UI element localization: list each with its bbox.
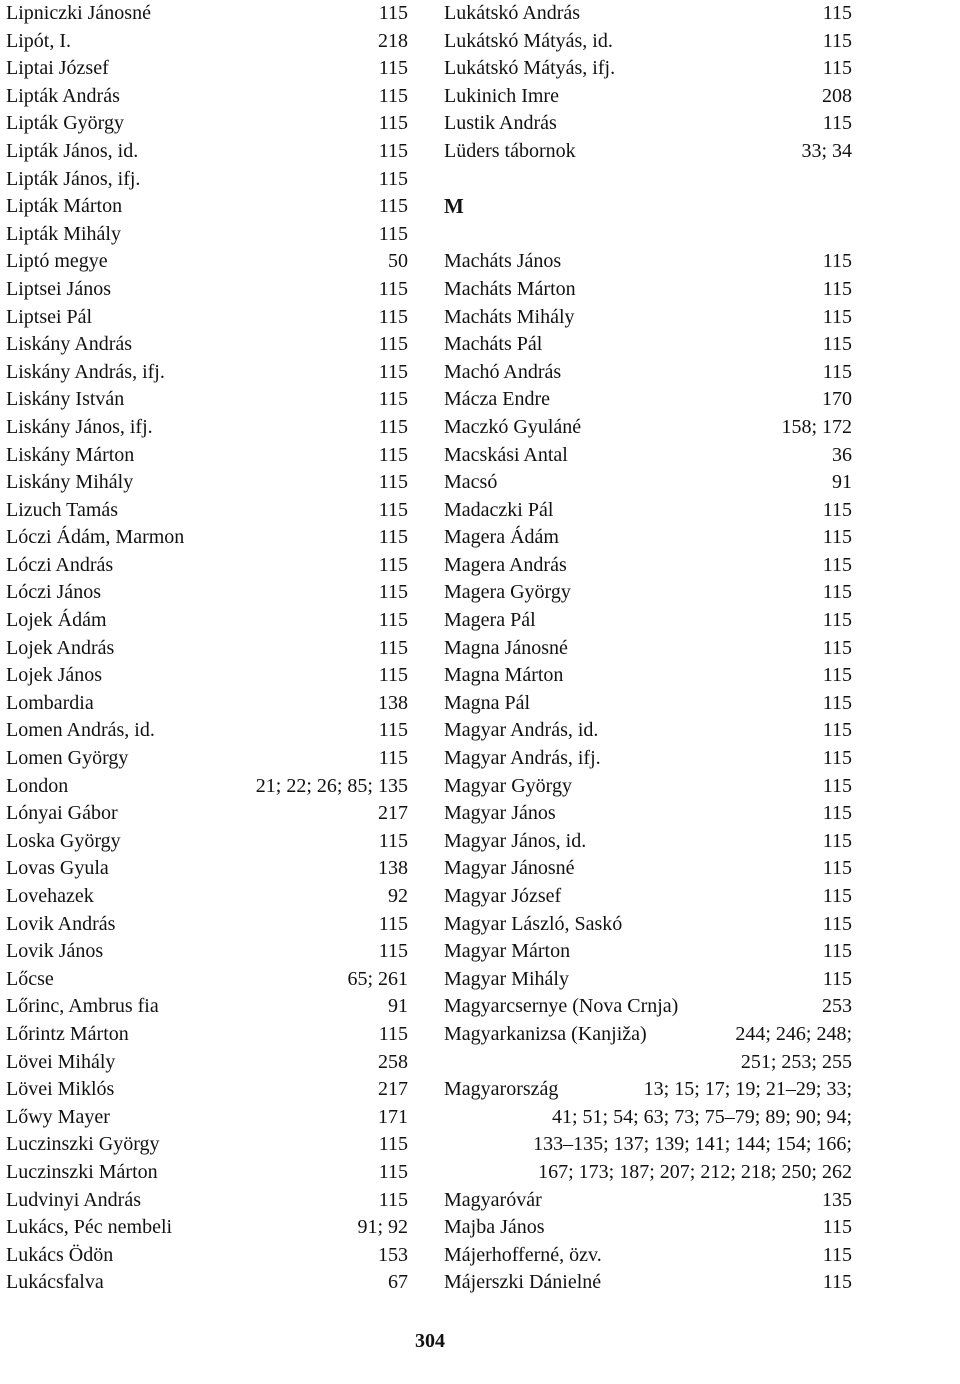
entry-pages: 115 <box>822 250 852 273</box>
index-entry <box>6 55 408 83</box>
index-entry <box>6 993 408 1021</box>
entry-name: Magyar László, Saskó <box>444 912 623 935</box>
entry-pages: 258 <box>378 1050 408 1073</box>
entry-name: Lipták György <box>6 112 124 135</box>
entry-name: Lipniczki Jánosné <box>6 2 151 24</box>
index-entry <box>6 1076 408 1104</box>
entry-name: Lőrinc, Ambrus fia <box>6 995 159 1018</box>
index-entry-continuation <box>444 1159 852 1187</box>
entry-pages: 133–135; 137; 139; 141; 144; 154; 166; <box>533 1133 852 1156</box>
entry-name: Lövei Mihály <box>6 1050 116 1073</box>
entry-name: Macháts Pál <box>444 333 543 356</box>
entry-name: Liskány Mihály <box>6 471 134 494</box>
entry-pages: 115 <box>822 829 852 852</box>
entry-name: Lojek Ádám <box>6 609 107 632</box>
index-entry <box>444 83 852 111</box>
entry-name: Lőrintz Márton <box>6 1022 129 1045</box>
index-entry <box>6 1214 408 1242</box>
entry-pages: 115 <box>822 553 852 576</box>
index-entry <box>444 359 852 387</box>
entry-pages: 251; 253; 255 <box>740 1050 852 1073</box>
index-entry <box>444 110 852 138</box>
entry-pages: 115 <box>822 609 852 632</box>
entry-name: Magera György <box>444 581 571 604</box>
entry-name: Magyar András, ifj. <box>444 747 601 770</box>
index-entry <box>444 1076 852 1104</box>
index-entry <box>6 442 408 470</box>
index-entry <box>444 469 852 497</box>
entry-name: Liptsei János <box>6 277 111 300</box>
index-column-right <box>444 0 852 1297</box>
entry-pages: 115 <box>822 664 852 687</box>
entry-name: Lipták János, id. <box>6 139 139 162</box>
entry-name: Magyar János <box>444 802 556 825</box>
index-entry <box>444 28 852 56</box>
index-entry <box>444 524 852 552</box>
entry-name: Magyar Mihály <box>444 967 569 990</box>
index-entry <box>6 359 408 387</box>
index-entry <box>6 83 408 111</box>
entry-pages: 115 <box>822 581 852 604</box>
index-entry <box>444 938 852 966</box>
entry-pages: 115 <box>378 471 408 494</box>
entry-name: Madaczki Pál <box>444 498 554 521</box>
index-entry <box>444 1242 852 1270</box>
entry-name: Liskány András <box>6 333 133 356</box>
index-entry-continuation <box>444 1049 852 1077</box>
entry-pages: 115 <box>378 112 408 135</box>
index-entry <box>444 276 852 304</box>
index-entry <box>444 331 852 359</box>
index-entry <box>444 1187 852 1215</box>
page-number: 304 <box>415 1330 445 1352</box>
entry-name: Lukátskó András <box>444 2 581 24</box>
entry-pages: 115 <box>378 526 408 549</box>
index-entry <box>6 883 408 911</box>
entry-pages: 115 <box>378 167 408 190</box>
entry-name: Macsó <box>444 471 498 494</box>
index-entry <box>6 1159 408 1187</box>
index-entry <box>6 414 408 442</box>
index-entry <box>444 248 852 276</box>
entry-name: Liptai József <box>6 57 109 80</box>
index-entry <box>6 28 408 56</box>
entry-pages: 115 <box>822 57 852 80</box>
entry-pages: 115 <box>378 829 408 852</box>
index-entry <box>6 469 408 497</box>
index-column-left <box>6 0 408 1297</box>
index-entry <box>6 855 408 883</box>
entry-pages: 115 <box>822 29 852 52</box>
entry-name: Lóczi András <box>6 553 114 576</box>
entry-name: Liskány István <box>6 388 125 411</box>
index-entry <box>6 138 408 166</box>
index-entry <box>444 690 852 718</box>
entry-name: Lipták András <box>6 84 120 107</box>
entry-name: Magera András <box>444 553 567 576</box>
entry-name: Lipták Mihály <box>6 222 121 245</box>
entry-name: London <box>6 774 69 797</box>
entry-name: Lojek János <box>6 664 103 687</box>
entry-name: Magyaróvár <box>444 1188 542 1211</box>
entry-name: Lukátskó Mátyás, ifj. <box>444 57 616 80</box>
index-entry <box>6 304 408 332</box>
entry-pages: 50 <box>388 250 408 273</box>
index-entry <box>6 524 408 552</box>
index-entry <box>444 773 852 801</box>
index-entry <box>6 221 408 249</box>
entry-pages: 115 <box>378 498 408 521</box>
entry-pages: 115 <box>378 553 408 576</box>
index-entry <box>444 745 852 773</box>
entry-name: Magera Pál <box>444 609 536 632</box>
entry-pages: 115 <box>378 333 408 356</box>
entry-name: Lomen György <box>6 747 129 770</box>
entry-pages: 67 <box>388 1271 408 1294</box>
entry-name: Macháts Márton <box>444 277 576 300</box>
entry-pages: 115 <box>378 415 408 438</box>
index-entry <box>444 442 852 470</box>
entry-pages: 115 <box>822 691 852 714</box>
entry-name: Magyar Márton <box>444 940 571 963</box>
entry-pages: 218 <box>378 29 408 52</box>
entry-pages: 115 <box>378 2 408 24</box>
entry-name: Lőwy Mayer <box>6 1105 110 1128</box>
entry-pages: 115 <box>822 912 852 935</box>
entry-pages: 115 <box>378 222 408 245</box>
index-entry <box>6 193 408 221</box>
entry-pages: 115 <box>822 112 852 135</box>
entry-name: Magera Ádám <box>444 526 559 549</box>
index-entry <box>444 1021 852 1049</box>
entry-pages: 33; 34 <box>801 139 852 162</box>
index-entry <box>6 635 408 663</box>
entry-pages: 217 <box>378 1078 408 1101</box>
index-entry <box>444 662 852 690</box>
blank-line <box>444 221 852 249</box>
entry-pages: 115 <box>378 57 408 80</box>
index-entry <box>6 745 408 773</box>
blank-line <box>444 166 852 194</box>
entry-name: Lizuch Tamás <box>6 498 119 521</box>
index-entry <box>6 1187 408 1215</box>
entry-name: Májerhofferné, özv. <box>444 1243 602 1266</box>
entry-name: Lipót, I. <box>6 29 71 52</box>
entry-name: Lovik János <box>6 940 104 963</box>
index-entry <box>6 911 408 939</box>
entry-pages: 115 <box>378 1022 408 1045</box>
index-entry <box>6 1104 408 1132</box>
index-entry <box>6 248 408 276</box>
index-entry <box>6 800 408 828</box>
entry-pages: 115 <box>822 802 852 825</box>
entry-name: Ludvinyi András <box>6 1188 141 1211</box>
index-entry <box>6 966 408 994</box>
index-entry <box>6 717 408 745</box>
index-entry <box>6 828 408 856</box>
entry-name: Lövei Miklós <box>6 1078 115 1101</box>
section-letter <box>444 193 852 221</box>
entry-name: Lomen András, id. <box>6 719 155 742</box>
index-entry <box>6 662 408 690</box>
entry-name: Macháts János <box>444 250 562 273</box>
entry-pages: 115 <box>822 1243 852 1266</box>
entry-pages: 115 <box>822 305 852 328</box>
entry-pages: 115 <box>378 277 408 300</box>
entry-pages: 115 <box>822 1271 852 1294</box>
entry-pages: 115 <box>378 636 408 659</box>
entry-pages: 115 <box>378 443 408 466</box>
index-entry <box>444 607 852 635</box>
index-entry <box>6 1131 408 1159</box>
entry-pages: 115 <box>378 388 408 411</box>
index-entry <box>6 0 408 28</box>
entry-pages: 115 <box>822 277 852 300</box>
index-entry <box>444 579 852 607</box>
index-entry <box>6 607 408 635</box>
entry-name: Machó András <box>444 360 562 383</box>
entry-pages: 158; 172 <box>781 415 852 438</box>
entry-pages: 115 <box>822 1216 852 1239</box>
entry-name: Lónyai Gábor <box>6 802 118 825</box>
entry-name: Lovehazek <box>6 885 94 907</box>
entry-pages: 115 <box>378 139 408 162</box>
entry-pages: 36 <box>832 443 852 466</box>
entry-name: Magna Jánosné <box>444 636 568 659</box>
index-entry <box>6 773 408 801</box>
entry-pages: 253 <box>822 995 852 1018</box>
index-entry <box>444 55 852 83</box>
entry-pages: 115 <box>378 581 408 604</box>
entry-pages: 135 <box>822 1188 852 1211</box>
entry-pages: 92 <box>388 885 408 907</box>
index-entry <box>444 497 852 525</box>
entry-name: Magyar György <box>444 774 572 797</box>
entry-pages: 91 <box>832 471 852 494</box>
entry-pages: 115 <box>822 2 852 24</box>
index-entry <box>6 386 408 414</box>
index-entry <box>6 579 408 607</box>
index-entry <box>444 0 852 28</box>
entry-name: Lukács Ödön <box>6 1243 114 1266</box>
entry-pages: 13; 15; 17; 19; 21–29; 33; <box>643 1078 852 1101</box>
entry-pages: 153 <box>378 1243 408 1266</box>
index-entry <box>444 304 852 332</box>
entry-pages: 115 <box>822 857 852 880</box>
index-entry <box>6 110 408 138</box>
entry-name: Lüders tábornok <box>444 139 576 162</box>
entry-pages: 115 <box>378 940 408 963</box>
index-entry <box>444 386 852 414</box>
entry-name: Lojek András <box>6 636 115 659</box>
index-entry <box>6 1021 408 1049</box>
entry-pages: 115 <box>378 719 408 742</box>
entry-pages: 115 <box>822 885 852 907</box>
entry-pages: 115 <box>378 747 408 770</box>
index-entry <box>444 966 852 994</box>
index-entry <box>6 276 408 304</box>
section-letter-text: M <box>444 194 464 219</box>
index-entry <box>444 1214 852 1242</box>
entry-name: Lőcse <box>6 967 54 990</box>
entry-name: Liskány András, ifj. <box>6 360 165 383</box>
entry-pages: 115 <box>822 498 852 521</box>
entry-pages: 138 <box>378 857 408 880</box>
entry-pages: 91 <box>388 995 408 1018</box>
entry-name: Lipták Márton <box>6 195 123 218</box>
entry-name: Majba János <box>444 1216 545 1239</box>
entry-name: Magna Pál <box>444 691 531 714</box>
entry-pages: 244; 246; 248; <box>735 1022 852 1045</box>
entry-name: Macskási Antal <box>444 443 568 466</box>
entry-pages: 170 <box>822 388 852 411</box>
entry-pages: 115 <box>822 747 852 770</box>
entry-pages: 115 <box>822 719 852 742</box>
entry-pages: 115 <box>378 609 408 632</box>
entry-pages: 167; 173; 187; 207; 212; 218; 250; 262 <box>538 1160 852 1183</box>
entry-pages: 115 <box>822 526 852 549</box>
entry-name: Lóczi Ádám, Marmon <box>6 526 185 549</box>
entry-pages: 115 <box>822 967 852 990</box>
entry-pages: 115 <box>378 360 408 383</box>
entry-name: Lóczi János <box>6 581 101 604</box>
entry-name: Luczinszki György <box>6 1133 160 1156</box>
index-entry <box>444 1269 852 1297</box>
entry-name: Lovas Gyula <box>6 857 109 880</box>
entry-name: Lipták János, ifj. <box>6 167 141 190</box>
index-entry <box>444 800 852 828</box>
entry-pages: 115 <box>378 912 408 935</box>
entry-pages: 21; 22; 26; 85; 135 <box>255 774 408 797</box>
entry-name: Magyarkanizsa (Kanjiža) <box>444 1022 647 1045</box>
index-entry <box>444 993 852 1021</box>
index-entry <box>444 883 852 911</box>
entry-pages: 65; 261 <box>347 967 408 990</box>
entry-pages: 41; 51; 54; 63; 73; 75–79; 89; 90; 94; <box>551 1105 852 1128</box>
entry-name: Lukátskó Mátyás, id. <box>444 29 613 52</box>
entry-name: Magyarcsernye (Nova Crnja) <box>444 995 679 1018</box>
entry-name: Liskány János, ifj. <box>6 415 153 438</box>
entry-name: Liptó megye <box>6 250 108 273</box>
entry-pages: 115 <box>378 195 408 218</box>
entry-name: Magyar András, id. <box>444 719 599 742</box>
index-entry <box>444 911 852 939</box>
entry-name: Lustik András <box>444 112 557 135</box>
index-entry <box>6 690 408 718</box>
index-entry <box>6 1049 408 1077</box>
entry-name: Magyar Jánosné <box>444 857 575 880</box>
index-entry <box>6 1242 408 1270</box>
index-entry-continuation <box>444 1131 852 1159</box>
entry-pages: 171 <box>378 1105 408 1128</box>
entry-name: Liptsei Pál <box>6 305 93 328</box>
entry-name: Luczinszki Márton <box>6 1160 158 1183</box>
entry-name: Májerszki Dánielné <box>444 1271 602 1294</box>
index-entry <box>6 552 408 580</box>
entry-name: Macháts Mihály <box>444 305 575 328</box>
index-entry-continuation <box>444 1104 852 1132</box>
index-entry <box>6 331 408 359</box>
entry-pages: 115 <box>822 940 852 963</box>
index-entry <box>6 166 408 194</box>
index-entry <box>444 635 852 663</box>
entry-pages: 115 <box>378 1188 408 1211</box>
entry-name: Lombardia <box>6 691 94 714</box>
entry-pages: 115 <box>378 305 408 328</box>
index-entry <box>444 717 852 745</box>
index-entry <box>6 1269 408 1297</box>
entry-pages: 115 <box>378 1160 408 1183</box>
entry-name: Mácza Endre <box>444 388 551 411</box>
entry-name: Loska György <box>6 829 121 852</box>
entry-name: Magyar János, id. <box>444 829 587 852</box>
entry-name: Liskány Márton <box>6 443 135 466</box>
entry-name: Maczkó Gyuláné <box>444 415 582 438</box>
index-entry <box>6 938 408 966</box>
index-entry <box>444 828 852 856</box>
entry-pages: 115 <box>822 636 852 659</box>
entry-name: Magyarország <box>444 1078 559 1101</box>
index-entry <box>444 414 852 442</box>
entry-pages: 115 <box>822 333 852 356</box>
index-entry <box>444 138 852 166</box>
entry-pages: 115 <box>378 1133 408 1156</box>
entry-name: Lovik András <box>6 912 116 935</box>
entry-pages: 208 <box>822 84 852 107</box>
entry-name: Lukács, Péc nembeli <box>6 1216 173 1239</box>
entry-pages: 115 <box>378 664 408 687</box>
entry-pages: 115 <box>822 774 852 797</box>
entry-name: Lukinich Imre <box>444 84 559 107</box>
index-entry <box>444 855 852 883</box>
entry-pages: 115 <box>378 84 408 107</box>
entry-pages: 138 <box>378 691 408 714</box>
entry-pages: 91; 92 <box>357 1216 408 1239</box>
entry-pages: 115 <box>822 360 852 383</box>
entry-name: Lukácsfalva <box>6 1271 104 1294</box>
index-entry <box>6 497 408 525</box>
entry-pages: 217 <box>378 802 408 825</box>
entry-name: Magyar József <box>444 885 562 907</box>
entry-name: Magna Márton <box>444 664 564 687</box>
index-entry <box>444 552 852 580</box>
